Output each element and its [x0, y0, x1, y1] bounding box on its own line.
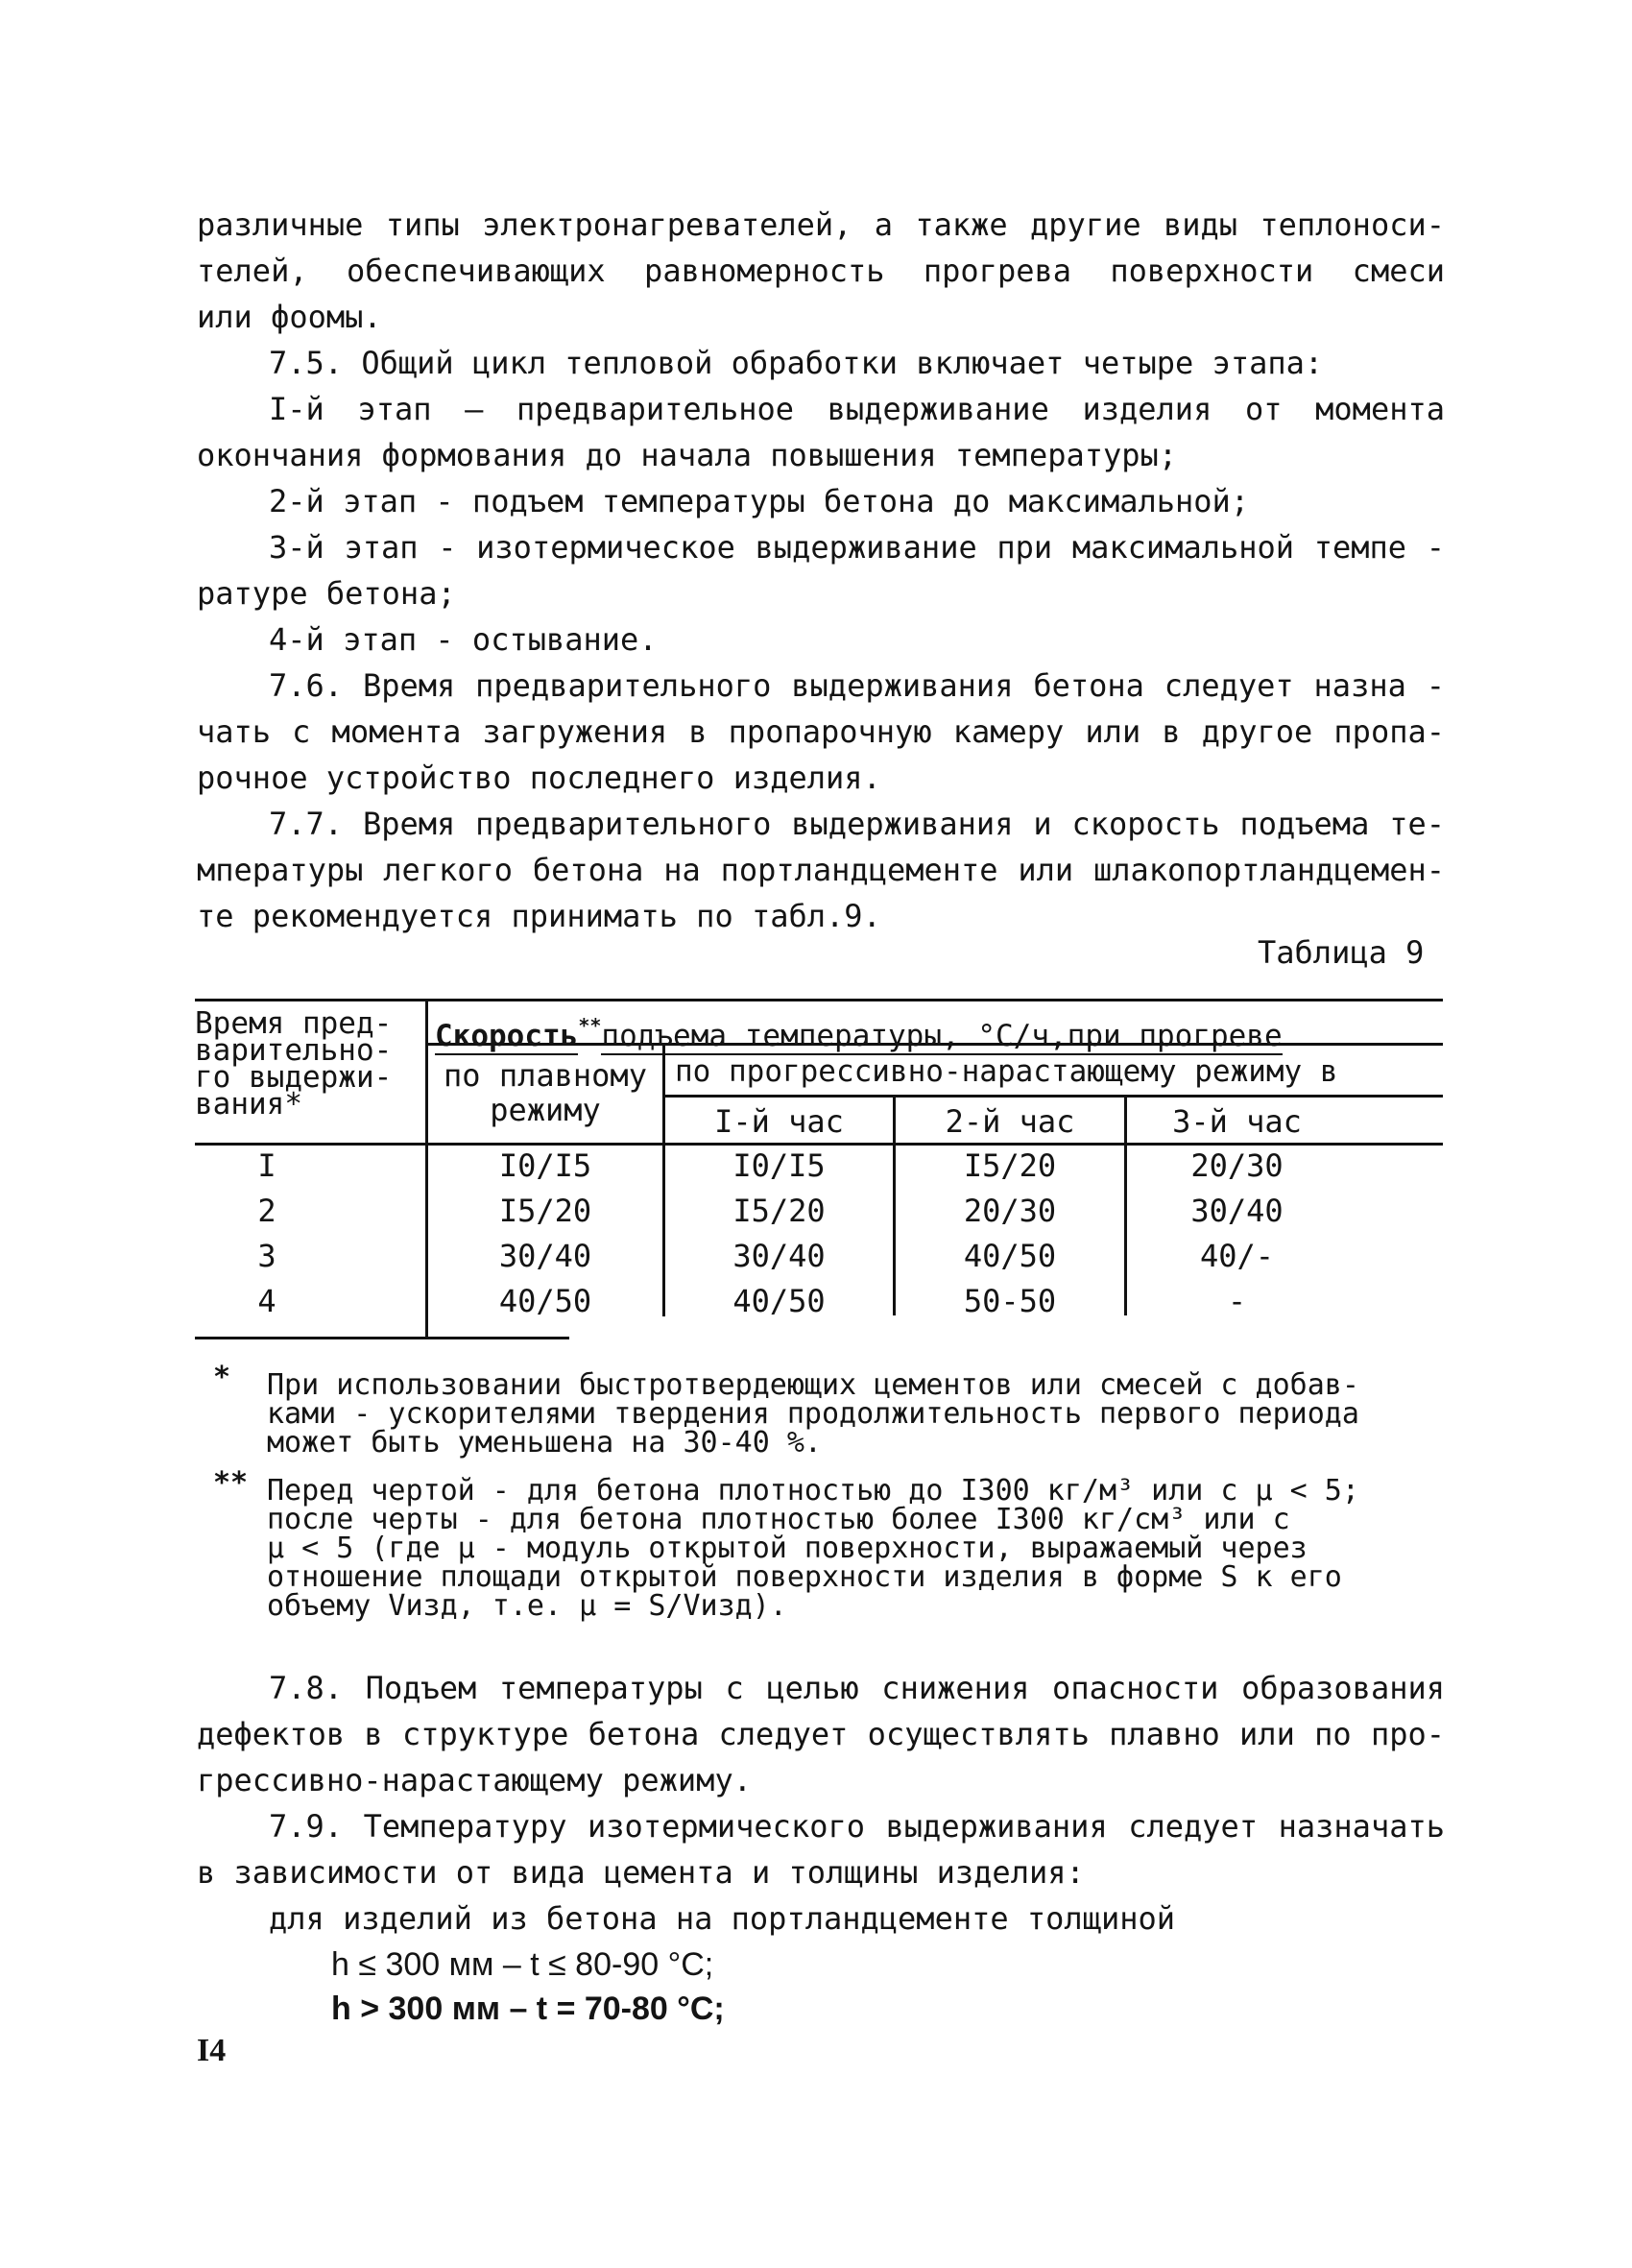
text-line: те рекомендуется принимать по табл.9.: [197, 898, 881, 934]
footnote-mark: *: [213, 1361, 231, 1394]
text-line: окончания формования до начала повышения температуры;: [197, 437, 1178, 473]
section-7-8-heading: 7.8. Подъем температуры с целью снижения опасности образования: [269, 1670, 1445, 1706]
footnote-line: При использовании быстротвердеющих цементов или смесей с добав-: [267, 1368, 1359, 1402]
table-cell: 40/50: [732, 1283, 826, 1319]
progressive-header: по прогрессивно-нарастающему режиму в: [675, 1054, 1338, 1089]
table-cell: 2: [257, 1193, 276, 1229]
text-line: ратуре бетона;: [197, 575, 456, 612]
main-header: [435, 1012, 1283, 1053]
table-cell: 40/-: [1199, 1238, 1275, 1274]
table-cell: I5/20: [498, 1193, 592, 1229]
table-cell: 40/50: [498, 1283, 592, 1319]
table-9: [195, 999, 1443, 1344]
footnote-line: Перед чертой - для бетона плотностью до I300 кг/м³ или с μ < 5;: [267, 1474, 1359, 1508]
text-line: чать с момента загружения в пропарочную камеру или в другое пропа-: [197, 713, 1445, 750]
text-line: или фоомы.: [197, 299, 382, 335]
stub-header-line: варительно-: [195, 1033, 393, 1068]
table-cell: I0/I5: [732, 1147, 826, 1184]
text-line: телей, обеспечивающих равномерность прогрева поверхности смеси: [197, 253, 1445, 289]
table-caption: Таблица 9: [1258, 934, 1425, 971]
text-line: 2-й этап - подъем температуры бетона до максимальной;: [269, 483, 1250, 519]
text-line: 4-й этап - остывание.: [269, 621, 658, 658]
table-cell: 30/40: [498, 1238, 592, 1274]
footnote-line: отношение площади открытой поверхности изделия в форме S к его: [267, 1560, 1342, 1594]
footnote-mark: **: [213, 1466, 249, 1500]
table-cell: I0/I5: [498, 1147, 592, 1184]
text-line: мпературы легкого бетона на портландцементе или шлакопортландцемен-: [197, 852, 1445, 888]
table-cell: 20/30: [1190, 1147, 1284, 1184]
page-number: I4: [197, 2033, 227, 2068]
table-bottom-rule: [195, 1337, 569, 1339]
text-line: рочное устройство последнего изделия.: [197, 760, 881, 796]
table-cell: 40/50: [963, 1238, 1057, 1274]
section-7-9-heading: 7.9. Температуру изотермического выдерживания следует назначать: [269, 1808, 1445, 1845]
section-7-6-heading: 7.6. Время предварительного выдерживания бетона следует назна -: [269, 667, 1445, 704]
formula-line: h > 300 мм – t = 70-80 °С;: [331, 1991, 725, 2027]
text-line: грессивно-нарастающему режиму.: [197, 1762, 752, 1798]
table-cell: 4: [257, 1283, 276, 1319]
section-7-5-heading: 7.5. Общий цикл тепловой обработки включает четыре этапа:: [269, 345, 1324, 381]
text-line: 3-й этап - изотермическое выдерживание при максимальной темпе -: [269, 529, 1445, 566]
text-line: различные типы электронагревателей, а также другие виды теплоноси-: [197, 206, 1445, 243]
smooth-header-line: режиму: [490, 1092, 601, 1128]
main-header-pre: Скорость: [435, 1019, 579, 1053]
table-cell: -: [1227, 1283, 1247, 1319]
table-cell: I5/20: [963, 1147, 1057, 1184]
text-line: дефектов в структуре бетона следует осуществлять плавно или по про-: [197, 1716, 1445, 1752]
formula-line: h ≤ 300 мм – t ≤ 80-90 °С;: [331, 1946, 714, 1983]
stub-header-line: го выдержи-: [195, 1060, 393, 1095]
table-header-bottom-rule: [195, 1143, 1443, 1146]
smooth-header-line: по плавному: [444, 1057, 647, 1094]
hour-header: I-й час: [714, 1103, 844, 1140]
table-cell: I: [257, 1147, 276, 1184]
text-line: в зависимости от вида цемента и толщины изделия:: [197, 1854, 1085, 1891]
hour-header: 3-й час: [1172, 1103, 1302, 1140]
table-cell: 3: [257, 1238, 276, 1274]
text-line: для изделий из бетона на портландцементе толщиной: [269, 1900, 1176, 1937]
main-header-post: подъема температуры, °С/ч,при прогреве: [601, 1019, 1283, 1053]
table-cell: 20/30: [963, 1193, 1057, 1229]
table-cell: 30/40: [732, 1238, 826, 1274]
footnote-line: ками - ускорителями твердения продолжительность первого периода: [267, 1397, 1359, 1431]
table-cell: 30/40: [1190, 1193, 1284, 1229]
table-top-rule: [195, 999, 1443, 1001]
table-rule: [662, 1095, 1443, 1098]
section-7-7-heading: 7.7. Время предварительного выдерживания и скорость подъема те-: [269, 806, 1445, 842]
table-cell: 50-50: [963, 1283, 1057, 1319]
stub-header-line: Время пред-: [195, 1006, 393, 1041]
footnote-line: после черты - для бетона плотностью более I300 кг/см³ или с: [267, 1503, 1290, 1536]
stub-header-line: вания*: [195, 1087, 302, 1122]
hour-header: 2-й час: [945, 1103, 1075, 1140]
footnote-line: может быть уменьшена на 30-40 %.: [267, 1426, 822, 1460]
footnote-ref: **: [578, 1014, 602, 1037]
text-line: I-й этап – предварительное выдерживание изделия от момента: [269, 391, 1445, 427]
table-cell: I5/20: [732, 1193, 826, 1229]
footnote-line: μ < 5 (где μ - модуль открытой поверхности, выражаемый через: [267, 1532, 1308, 1565]
footnote-line: объему Vизд, т.е. μ = S/Vизд).: [267, 1589, 787, 1623]
